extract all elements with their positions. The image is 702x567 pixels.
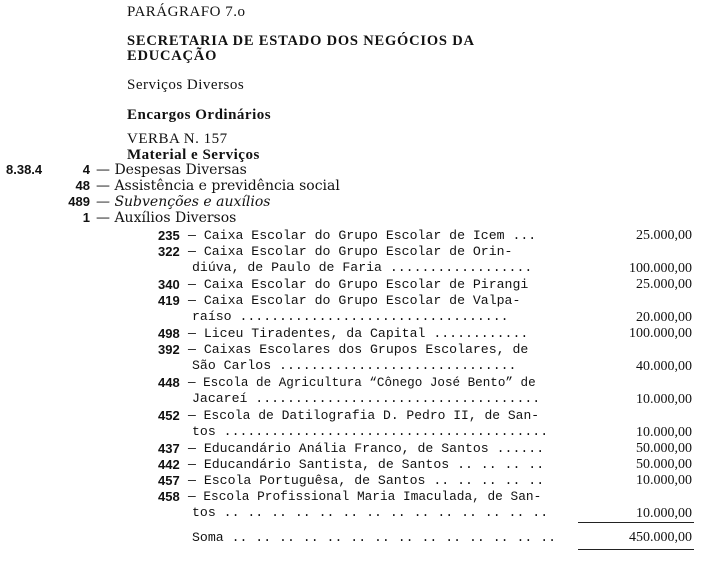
item-description-continued: Jacareí .................................... (192, 391, 541, 406)
paragraph-title: PARÁGRAFO 7.o (127, 4, 246, 20)
item-number: 452 (158, 408, 180, 423)
material-servicos: Material e Serviços (127, 147, 260, 163)
item-number: 442 (158, 457, 180, 472)
category-number: 1 (82, 210, 90, 225)
item-amount: 25.000,00 (636, 228, 692, 243)
item-amount: 100.000,00 (629, 261, 692, 276)
encargos-ordinarios: Encargos Ordinários (127, 107, 272, 123)
category-label: — Despesas Diversas (96, 162, 247, 178)
item-description: — Educandário Santista, de Santos .. .. .. .. (188, 457, 545, 472)
item-number: 457 (158, 473, 180, 488)
item-amount: 20.000,00 (636, 310, 692, 325)
account-code: 8.38.4 (6, 162, 43, 177)
item-number: 340 (158, 277, 180, 292)
item-description: — Liceu Tiradentes, da Capital ............ (188, 326, 529, 341)
item-number: 322 (158, 244, 180, 259)
item-amount: 25.000,00 (636, 277, 692, 292)
item-number: 392 (158, 342, 180, 357)
item-description: — Educandário Anália Franco, de Santos ...... (188, 441, 545, 456)
item-description: — Caixa Escolar do Grupo Escolar de Orin- (188, 244, 513, 259)
secretaria-title-line2: EDUCAÇÃO (127, 48, 218, 64)
secretaria-title-line1: SECRETARIA DE ESTADO DOS NEGÓCIOS DA (127, 33, 475, 49)
category-number: 48 (75, 178, 90, 193)
item-description: — Escola de Agricultura “Cônego José Bento” de (188, 376, 536, 390)
category-number: 489 (68, 194, 90, 209)
item-amount: 50.000,00 (636, 457, 692, 472)
item-number: 498 (158, 326, 180, 341)
item-amount: 10.000,00 (636, 392, 692, 407)
total-rule-top (578, 522, 694, 523)
item-description-continued: São Carlos .............................. (192, 358, 517, 373)
category-label: — Auxílios Diversos (96, 210, 237, 226)
item-amount: 100.000,00 (629, 326, 692, 341)
total-rule-bottom (578, 549, 694, 550)
item-amount: 10.000,00 (636, 506, 692, 521)
item-description: — Caixa Escolar do Grupo Escolar de Icem ... (188, 228, 537, 243)
item-amount: 40.000,00 (636, 359, 692, 374)
soma-label: Soma .. .. .. .. .. .. .. .. .. .. .. .. .. .. (192, 530, 557, 545)
category-label: — Assistência e previdência social (96, 178, 340, 194)
item-description-continued: diúva, de Paulo de Faria .................. (192, 260, 533, 275)
item-description: — Caixa Escolar do Grupo Escolar de Valpa- (188, 293, 521, 308)
item-number: 437 (158, 441, 180, 456)
item-description: — Caixa Escolar do Grupo Escolar de Pirangi (188, 277, 529, 292)
soma-amount: 450.000,00 (629, 530, 692, 545)
item-number: 235 (158, 228, 180, 243)
item-number: 419 (158, 293, 180, 308)
item-amount: 10.000,00 (636, 473, 692, 488)
item-description: — Escola Profissional Maria Imaculada, de San- (188, 489, 542, 504)
item-number: 458 (158, 489, 180, 504)
item-description: — Caixas Escolares dos Grupos Escolares, de (188, 342, 529, 357)
servicos-diversos: Serviços Diversos (127, 77, 245, 93)
category-label: — Subvenções e auxílios (96, 194, 271, 210)
verba-number: VERBA N. 157 (127, 131, 228, 147)
item-amount: 10.000,00 (636, 425, 692, 440)
category-number: 4 (82, 162, 90, 177)
item-description-continued: tos ......................................... (192, 424, 549, 439)
item-description: — Escola de Datilografia D. Pedro II, de San- (188, 408, 540, 423)
item-description: — Escola Portuguêsa, de Santos .. .. .. .. .. (188, 473, 545, 488)
item-amount: 50.000,00 (636, 441, 692, 456)
item-description-continued: raíso .................................. (192, 309, 509, 324)
item-description-continued: tos .. .. .. .. .. .. .. .. .. .. .. .. .. .. (192, 505, 549, 520)
item-number: 448 (158, 375, 180, 390)
